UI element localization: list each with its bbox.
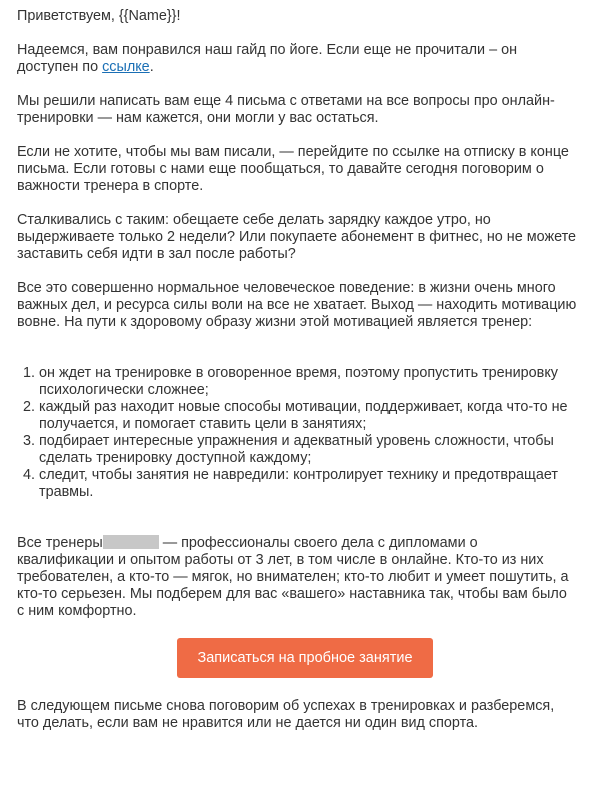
email-body <box>17 8 577 749</box>
list-item: 2. каждый раз находит новые способы мотивации, поддерживает, когда что-то не получается, и помогает ставить цели в занятиях; <box>39 399 577 433</box>
trainer-benefits-list <box>17 365 577 501</box>
intro-text-end: . <box>149 59 154 75</box>
list-item: 3. подбирает интересные упражнения и адекватный уровень сложности, чтобы сделать тренировку доступной каждому; <box>39 433 577 467</box>
trial-signup-button[interactable]: Записаться на пробное занятие <box>177 638 433 678</box>
trainers-paragraph <box>17 535 577 620</box>
unsubscribe-paragraph: Если не хотите, чтобы мы вам писали, — перейдите по ссылке на отписку в конце письма. Если готовы с нами еще пообщаться, то давайте сегодня поговорим о важности тренера в спорте. <box>17 144 569 194</box>
list-item: 1. он ждет на тренировке в оговоренное время, поэтому пропустить тренировку психологически сложнее; <box>39 365 577 399</box>
cta-container <box>17 638 577 678</box>
letters-paragraph: Мы решили написать вам еще 4 письма с ответами на все вопросы про онлайн-тренировки — нам кажется, они могли у вас остаться. <box>17 93 555 126</box>
trainer-motivation-paragraph: Все это совершенно нормальное человеческое поведение: в жизни очень много важных дел, и ресурса силы воли на все не хватает. Выход — находить мотивацию вовне. На пути к здоровому образу жизни этой мотивацией является тренер: <box>17 280 577 330</box>
intro-paragraph <box>17 42 577 76</box>
trainers-text: Все тренеры <box>17 535 103 551</box>
next-letter-paragraph: В следующем письме снова поговорим об успехах в тренировках и разберемся, что делать, если вам не нравится или не дается ни один вид спорта. <box>17 698 555 731</box>
guide-link[interactable]: ссылке <box>102 59 150 75</box>
trainers-text-rest: — профессионалы своего дела с дипломами о квалификации и опытом работы от 3 лет, в том числе в онлайне. Кто-то из них требователен, а кто-то — мягок, но внимателен; кто-то любит и умеет пошутить, а кто-то серьезен. Мы подберем для вас «вашего» наставника так, чтобы вам было с ним комфортно. <box>17 535 569 619</box>
intro-text: Надеемся, вам понравился наш гайд по йоге. Если еще не прочитали – он доступен по <box>17 42 518 75</box>
redacted-brand-name <box>103 535 159 549</box>
greeting: Приветствуем, {{Name}}! <box>17 8 181 24</box>
motivation-question-paragraph: Сталкивались с таким: обещаете себе делать зарядку каждое утро, но выдерживаете только 2 недели? Или покупаете абонемент в фитнес, но не можете заставить себя идти в зал после работы? <box>17 212 577 262</box>
list-item: 4. следит, чтобы занятия не навредили: контролирует технику и предотвращает травмы. <box>39 467 577 501</box>
